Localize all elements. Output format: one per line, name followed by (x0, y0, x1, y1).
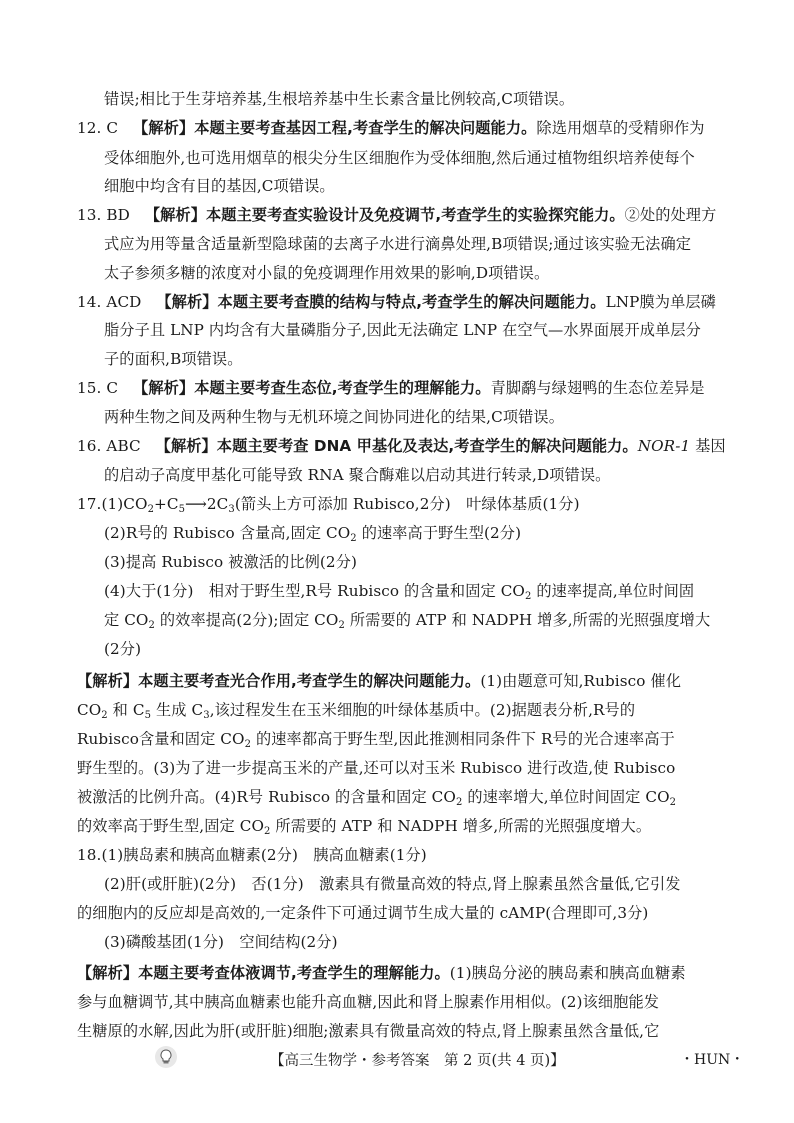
text-line: 细胞中均含有目的基因,C项错误。 (104, 177, 335, 195)
analysis-label: 【解析】本题主要考查膜的结构与特点,考查学生的解决问题能力。 (156, 293, 606, 311)
subscript: 2 (244, 739, 252, 750)
text: 被激活的比例升高。(4)R号 Rubisco 的含量和固定 CO (77, 788, 456, 806)
text: 的速率提高,单位时间固 (531, 582, 695, 600)
text: 生成 C (151, 701, 204, 719)
text: 的速率高于野生型(2分) (356, 524, 522, 542)
question-15 (77, 378, 705, 398)
question-13 (77, 205, 716, 225)
footer-title: 【高三生物学・参考答案 第 2 页(共 4 页)】 (270, 1053, 565, 1069)
text-line: 子的面积,B项错误。 (104, 350, 243, 368)
question-18 (77, 845, 427, 865)
text: 基因 (690, 437, 726, 455)
text-line: (3)磷酸基团(1分) 空间结构(2分) (104, 933, 338, 951)
text: (1)胰岛分泌的胰岛素和胰高血糖素 (449, 964, 686, 982)
text-line: 错误;相比于生芽培养基,生根培养基中生长素含量比例较高,C项错误。 (104, 90, 575, 108)
question-12 (77, 118, 705, 138)
analysis-17 (77, 671, 681, 691)
analysis-label: 【解析】本题主要考查 DNA 甲基化及表达,考查学生的解决问题能力。 (155, 437, 638, 455)
text-line: 生糖原的水解,因此为肝(或肝脏)细胞;激素具有微量高效的特点,肾上腺素虽然含量低,它 (77, 1022, 660, 1040)
question-17 (77, 494, 580, 514)
answer-number: 13. BD (77, 206, 130, 224)
text-line: 的细胞内的反应却是高效的,一定条件下可通过调节生成大量的 cAMP(合理即可,3分) (77, 904, 649, 922)
subscript: 2 (524, 591, 532, 602)
answer-number: 15. C (77, 379, 119, 397)
text-line (77, 787, 676, 807)
analysis-label: 【解析】本题主要考查生态位,考查学生的理解能力。 (133, 379, 491, 397)
text: Rubisco含量和固定 CO (77, 730, 245, 748)
question-14 (77, 292, 716, 312)
text: (1)胰岛素和胰高血糖素(2分) 胰高血糖素(1分) (101, 846, 427, 864)
subscript: 2 (147, 504, 155, 515)
text: 的效率高于野生型,固定 CO (77, 817, 265, 835)
text: (箭头上方可添加 Rubisco,2分) 叶绿体基质(1分) (234, 495, 580, 513)
answer-number: 17. (77, 495, 102, 513)
answer-number: 12. C (77, 119, 119, 137)
text: 除选用烟草的受精卵作为 (536, 119, 705, 137)
text: (2)R号的 Rubisco 含量高,固定 CO (104, 524, 351, 542)
text: LNP膜为单层磷 (605, 293, 716, 311)
text: 的效率提高(2分);固定 CO (154, 611, 339, 629)
subscript: 2 (264, 826, 271, 837)
text: +C (154, 495, 179, 513)
answer-number: 14. ACD (77, 293, 142, 311)
subscript: 5 (178, 504, 186, 515)
text-line: 参与血糖调节,其中胰高血糖素也能升高血糖,因此和肾上腺素作用相似。(2)该细胞能发 (77, 993, 660, 1011)
footer-code: ・HUN・ (680, 1052, 745, 1068)
text-line: (2分) (104, 640, 142, 658)
analysis-label: 【解析】本题主要考查实验设计及免疫调节,考查学生的实验探究能力。 (144, 206, 625, 224)
subscript: 2 (101, 710, 108, 721)
text: 所需要的 ATP 和 NADPH 增多,所需的光照强度增大 (344, 611, 711, 629)
text-line: 脂分子且 LNP 内均含有大量磷脂分子,因此无法确定 LNP 在空气—水界面展开成单层分 (104, 321, 701, 339)
text: ②处的处理方 (624, 206, 717, 224)
text-line: 太子参须多糖的浓度对小鼠的免疫调理作用效果的影响,D项错误。 (104, 264, 550, 282)
subscript: 2 (669, 797, 677, 808)
text-line: 的启动子高度甲基化可能导致 RNA 聚合酶难以启动其进行转录,D项错误。 (104, 466, 611, 484)
subscript: 2 (148, 620, 155, 631)
text-line (77, 700, 635, 720)
answer-number: 18. (77, 846, 102, 864)
text: CO (77, 701, 102, 719)
analysis-label: 【解析】本题主要考查体液调节,考查学生的理解能力。 (77, 964, 450, 982)
text: ⟶2C (185, 495, 229, 513)
subscript: 3 (203, 710, 210, 721)
analysis-label: 【解析】本题主要考查基因工程,考查学生的解决问题能力。 (133, 119, 537, 137)
subscript: 2 (455, 797, 463, 808)
question-16 (77, 436, 726, 456)
text: (1)由题意可知,Rubisco 催化 (480, 672, 681, 690)
text: 所需要的 ATP 和 NADPH 增多,所需的光照强度增大。 (270, 817, 652, 835)
text: 的速率都高于野生型,因此推测相同条件下 R号的光合速率高于 (251, 730, 675, 748)
gene-name: NOR-1 (637, 437, 691, 455)
text-line (104, 581, 694, 601)
lightbulb-icon (154, 1045, 178, 1069)
text-line (104, 523, 521, 543)
text-line: 受体细胞外,也可选用烟草的根尖分生区细胞作为受体细胞,然后通过植物组织培养使每个 (104, 149, 695, 167)
subscript: 2 (338, 620, 345, 631)
text: 的速率增大,单位时间固定 CO (462, 788, 670, 806)
subscript: 3 (228, 504, 235, 515)
text-line (77, 729, 675, 749)
text-line: (2)肝(或肝脏)(2分) 否(1分) 激素具有微量高效的特点,肾上腺素虽然含量低,它引发 (104, 875, 681, 893)
text: ,该过程发生在玉米细胞的叶绿体基质中。(2)据题表分析,R号的 (209, 701, 636, 719)
text-line: (3)提高 Rubisco 被激活的比例(2分) (104, 553, 358, 571)
text-line (77, 816, 651, 836)
text-line: 式应为用等量含适量新型隐球菌的去离子水进行滴鼻处理,B项错误;通过该实验无法确定 (104, 235, 692, 253)
text: (1)CO (101, 495, 148, 513)
text-line (104, 610, 710, 630)
answer-number: 16. ABC (77, 437, 141, 455)
subscript: 2 (350, 533, 357, 544)
text: 青脚鹬与绿翅鸭的生态位差异是 (490, 379, 705, 397)
text: (4)大于(1分) 相对于野生型,R号 Rubisco 的含量和固定 CO (104, 582, 525, 600)
subscript: 5 (144, 710, 152, 721)
text-line: 野生型的。(3)为了进一步提高玉米的产量,还可以对玉米 Rubisco 进行改造,使 Rubisco (77, 759, 676, 777)
text-line: 两种生物之间及两种生物与无机环境之间协同进化的结果,C项错误。 (104, 408, 564, 426)
analysis-label: 【解析】本题主要考查光合作用,考查学生的解决问题能力。 (77, 672, 481, 690)
text: 定 CO (104, 611, 149, 629)
analysis-18 (77, 963, 686, 983)
text: 和 C (107, 701, 145, 719)
